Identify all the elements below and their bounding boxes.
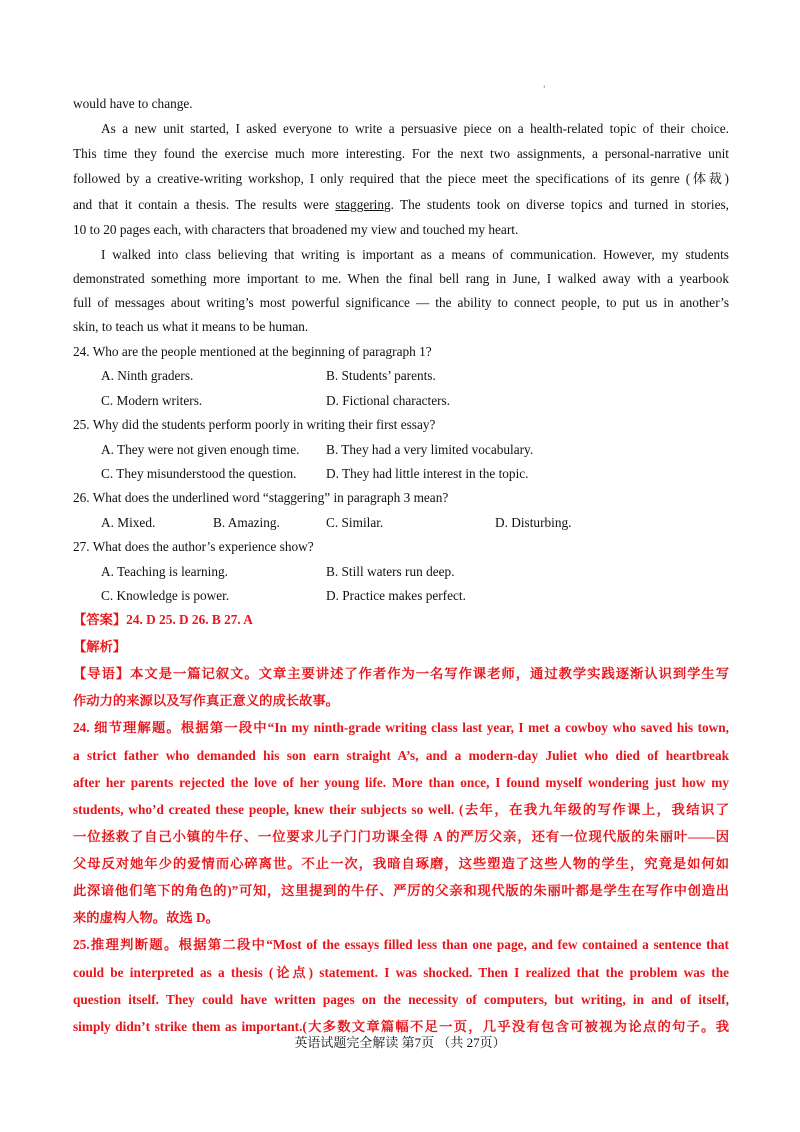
explanation-24-line: after her parents rejected the love of her young life. More than once, I found myself wondering just how my — [73, 775, 729, 790]
paragraph-line: skin, to teach us what it means to be human. — [73, 319, 309, 334]
explanation-24-line: students, who’d created these people, knew their subjects so well. (去年，在我九年级的写作课上，我结识了 — [73, 802, 729, 817]
guide-line: 作动力的来源以及写作真正意义的成长故事。 — [73, 693, 339, 708]
answer-key: 【答案】24. D 25. D 26. B 27. A — [73, 612, 253, 627]
guide-line: 【导语】本文是一篇记叙文。文章主要讲述了作者作为一名写作课老师，通过教学实践逐渐认识到学生写 — [73, 666, 729, 681]
question-stem: 24. Who are the people mentioned at the beginning of paragraph 1? — [73, 344, 432, 359]
option-c: C. Knowledge is power. — [101, 588, 230, 603]
option-c: C. Similar. — [326, 515, 384, 530]
explanation-24-line: 一位拯救了自己小镇的牛仔、一位要求儿子门门功课全得 A 的严厉父亲，还有一位现代版的朱丽叶——因 — [73, 829, 729, 844]
explanation-24-line: 来的虚构人物。故选 D。 — [73, 910, 219, 925]
option-c: C. They misunderstood the question. — [101, 466, 297, 481]
option-c: C. Modern writers. — [101, 393, 203, 408]
option-a: A. Teaching is learning. — [101, 564, 228, 579]
paragraph-end-line: would have to change. — [73, 96, 193, 111]
paragraph-line: followed by a creative-writing workshop, I only required that the piece meet the specifications of its genre (体裁) — [73, 171, 729, 186]
explanation-25-line: 25.推理判断题。根据第二段中“Most of the essays filled less than one page, and few contained a sentence that — [73, 937, 729, 952]
option-b: B. Still waters run deep. — [326, 564, 455, 579]
option-d: D. Practice makes perfect. — [326, 588, 466, 603]
option-a: A. Ninth graders. — [101, 368, 194, 383]
question-stem: 27. What does the author’s experience show? — [73, 539, 314, 554]
option-a: A. They were not given enough time. — [101, 442, 300, 457]
analysis-label: 【解析】 — [73, 639, 127, 654]
paragraph-line: This time they found the exercise much more interesting. For the next two assignments, a personal-narrative unit — [73, 146, 729, 161]
option-b: B. Students’ parents. — [326, 368, 436, 383]
option-d: D. Fictional characters. — [326, 393, 451, 408]
option-b: B. They had a very limited vocabulary. — [326, 442, 534, 457]
option-a: A. Mixed. — [101, 515, 156, 530]
paragraph-line: full of messages about writing’s most powerful significance — the ability to connect people, to put us in another’s — [73, 295, 729, 310]
paragraph-line: and that it contain a thesis. The results were staggering. The students took on diverse topics and turned in stories, — [73, 197, 730, 212]
option-d: D. Disturbing. — [495, 515, 572, 530]
paragraph-line: As a new unit started, I asked everyone to write a persuasive piece on a health-related topic of their choice. — [101, 121, 729, 136]
explanation-25-line: question itself. They could have written pages on the necessity of computers, but writing, in and of itself, — [73, 992, 729, 1007]
paragraph-line: demonstrated something more important to me. When the final bell rang in June, I walked away with a yearbook — [73, 271, 729, 286]
option-d: D. They had little interest in the topic. — [326, 466, 529, 481]
explanation-25-line: could be interpreted as a thesis (论点) statement. I was shocked. Then I realized that the problem was the — [73, 965, 729, 980]
explanation-24-line: a strict father who demanded his son earn straight A’s, and a modern-day Juliet who died of heartbreak — [73, 748, 729, 763]
explanation-25-line: simply didn’t strike them as important.(大多数文章篇幅不足一页，几乎没有包含可被视为论点的句子。我 — [73, 1019, 729, 1034]
explanation-24-line: 父母反对她年少的爱情而心碎离世。不止一次，我暗自琢磨，这些塑造了这些人物的学生，究竟是如何如 — [73, 856, 729, 871]
question-stem: 25. Why did the students perform poorly in writing their first essay? — [73, 417, 436, 432]
question-stem: 26. What does the underlined word “staggering” in paragraph 3 mean? — [73, 490, 449, 505]
paragraph-line: I walked into class believing that writing is important as a means of communication. However, my students — [101, 247, 729, 262]
option-b: B. Amazing. — [213, 515, 280, 530]
paragraph-line: 10 to 20 pages each, with characters that broadened my view and touched my heart. — [73, 222, 519, 237]
corner-mark: ‘ — [543, 84, 546, 93]
page-footer: 英语试题完全解读 第7页 （共 27页） — [294, 1035, 506, 1050]
underlined-word: staggering — [335, 197, 391, 212]
explanation-24-line: 此深谙他们笔下的角色的)”可知，这里提到的牛仔、严厉的父亲和现代版的朱丽叶都是学生在写作中创造出 — [73, 883, 729, 898]
explanation-24-line: 24. 细节理解题。根据第一段中“In my ninth-grade writing class last year, I met a cowboy who saved his town, — [73, 720, 729, 735]
